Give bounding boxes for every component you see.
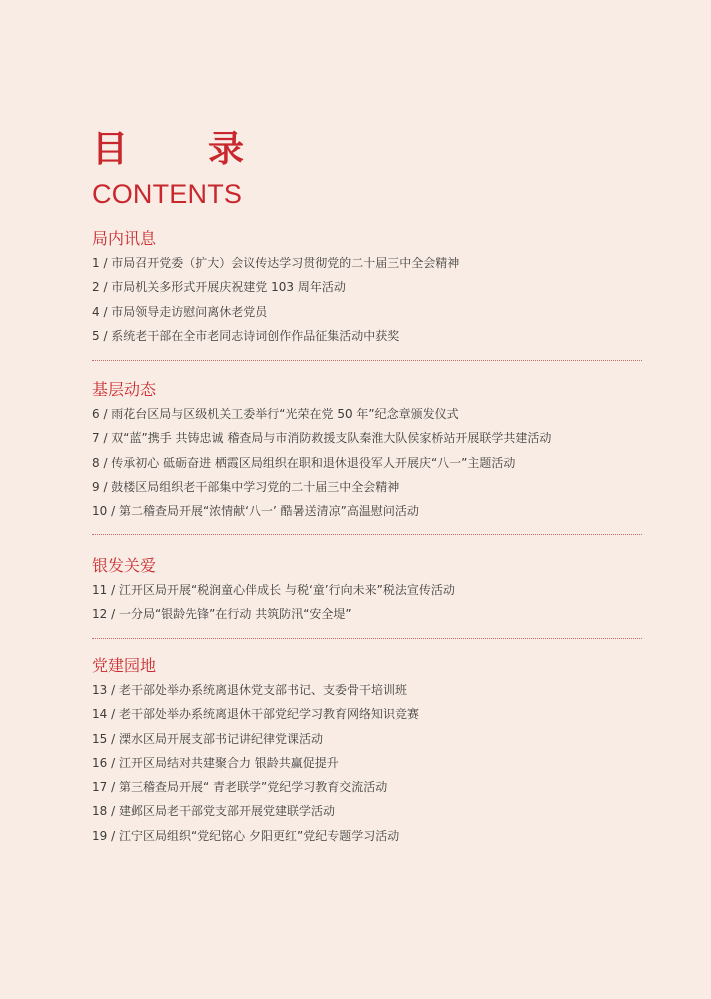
toc-entry[interactable]: 1 / 市局召开党委（扩大）会议传达学习贯彻党的二十届三中全会精神 — [92, 256, 460, 270]
toc-entry[interactable]: 17 / 第三稽查局开展“ 青老联学”党纪学习教育交流活动 — [92, 780, 388, 795]
toc-entry[interactable]: 16 / 江开区局结对共建聚合力 银龄共赢促提升 — [92, 755, 339, 770]
toc-entry[interactable]: 18 / 建邺区局老干部党支部开展党建联学活动 — [92, 804, 335, 819]
section-divider — [92, 534, 642, 535]
toc-entry[interactable]: 11 / 江开区局开展“税润童心伴成长 与税‘童’行向未来”税法宣传活动 — [92, 583, 455, 597]
section-heading: 局内讯息 — [92, 229, 157, 248]
toc-entry[interactable]: 9 / 鼓楼区局组织老干部集中学习党的二十届三中全会精神 — [92, 479, 400, 494]
section-ju-nei-xun-xi — [92, 229, 642, 352]
section-heading: 基层动态 — [92, 380, 157, 399]
section-ji-ceng-dong-tai — [92, 380, 642, 527]
section-dang-jian-yuan-di — [92, 656, 642, 852]
title-char-mu: 目 — [92, 129, 129, 170]
toc-entry[interactable]: 4 / 市局领导走访慰问离休老党员 — [92, 304, 268, 319]
toc-entry[interactable]: 19 / 江宁区局组织“党纪铭心 夕阳更红”党纪专题学习活动 — [92, 828, 400, 843]
toc-entry[interactable]: 8 / 传承初心 砥砺奋进 栖霞区局组织在职和退休退役军人开展庆“八一”主题活动 — [92, 455, 516, 470]
toc-entry[interactable]: 2 / 市局机关多形式开展庆祝建党 103 周年活动 — [92, 280, 346, 295]
section-heading: 党建园地 — [92, 656, 157, 675]
section-heading: 银发关爱 — [92, 556, 157, 575]
section-yin-fa-guan-ai — [92, 556, 642, 631]
page-title — [92, 128, 244, 172]
toc-entry[interactable]: 14 / 老干部处举办系统离退休干部党纪学习教育网络知识竞赛 — [92, 707, 419, 722]
toc-entry[interactable]: 7 / 双“蓝”携手 共铸忠诚 稽查局与市消防救援支队秦淮大队侯家桥站开展联学共建活动 — [92, 431, 552, 446]
section-divider — [92, 638, 642, 639]
toc-entry[interactable]: 5 / 系统老干部在全市老同志诗词创作作品征集活动中获奖 — [92, 328, 400, 343]
section-divider — [92, 360, 642, 361]
page-subtitle-en: CONTENTS — [92, 179, 243, 209]
toc-entry[interactable]: 12 / 一分局“银龄先锋”在行动 共筑防汛“安全堤” — [92, 607, 352, 622]
toc-entry[interactable]: 10 / 第二稽查局开展“浓情献‘八一’ 酷暑送清凉”高温慰问活动 — [92, 504, 419, 519]
title-char-lu: 录 — [208, 129, 245, 170]
toc-entry[interactable]: 15 / 溧水区局开展支部书记讲纪律党课活动 — [92, 731, 323, 746]
toc-entry[interactable]: 6 / 雨花台区局与区级机关工委举行“光荣在党 50 年”纪念章颁发仪式 — [92, 407, 459, 421]
toc-entry[interactable]: 13 / 老干部处举办系统离退休党支部书记、支委骨干培训班 — [92, 683, 407, 697]
